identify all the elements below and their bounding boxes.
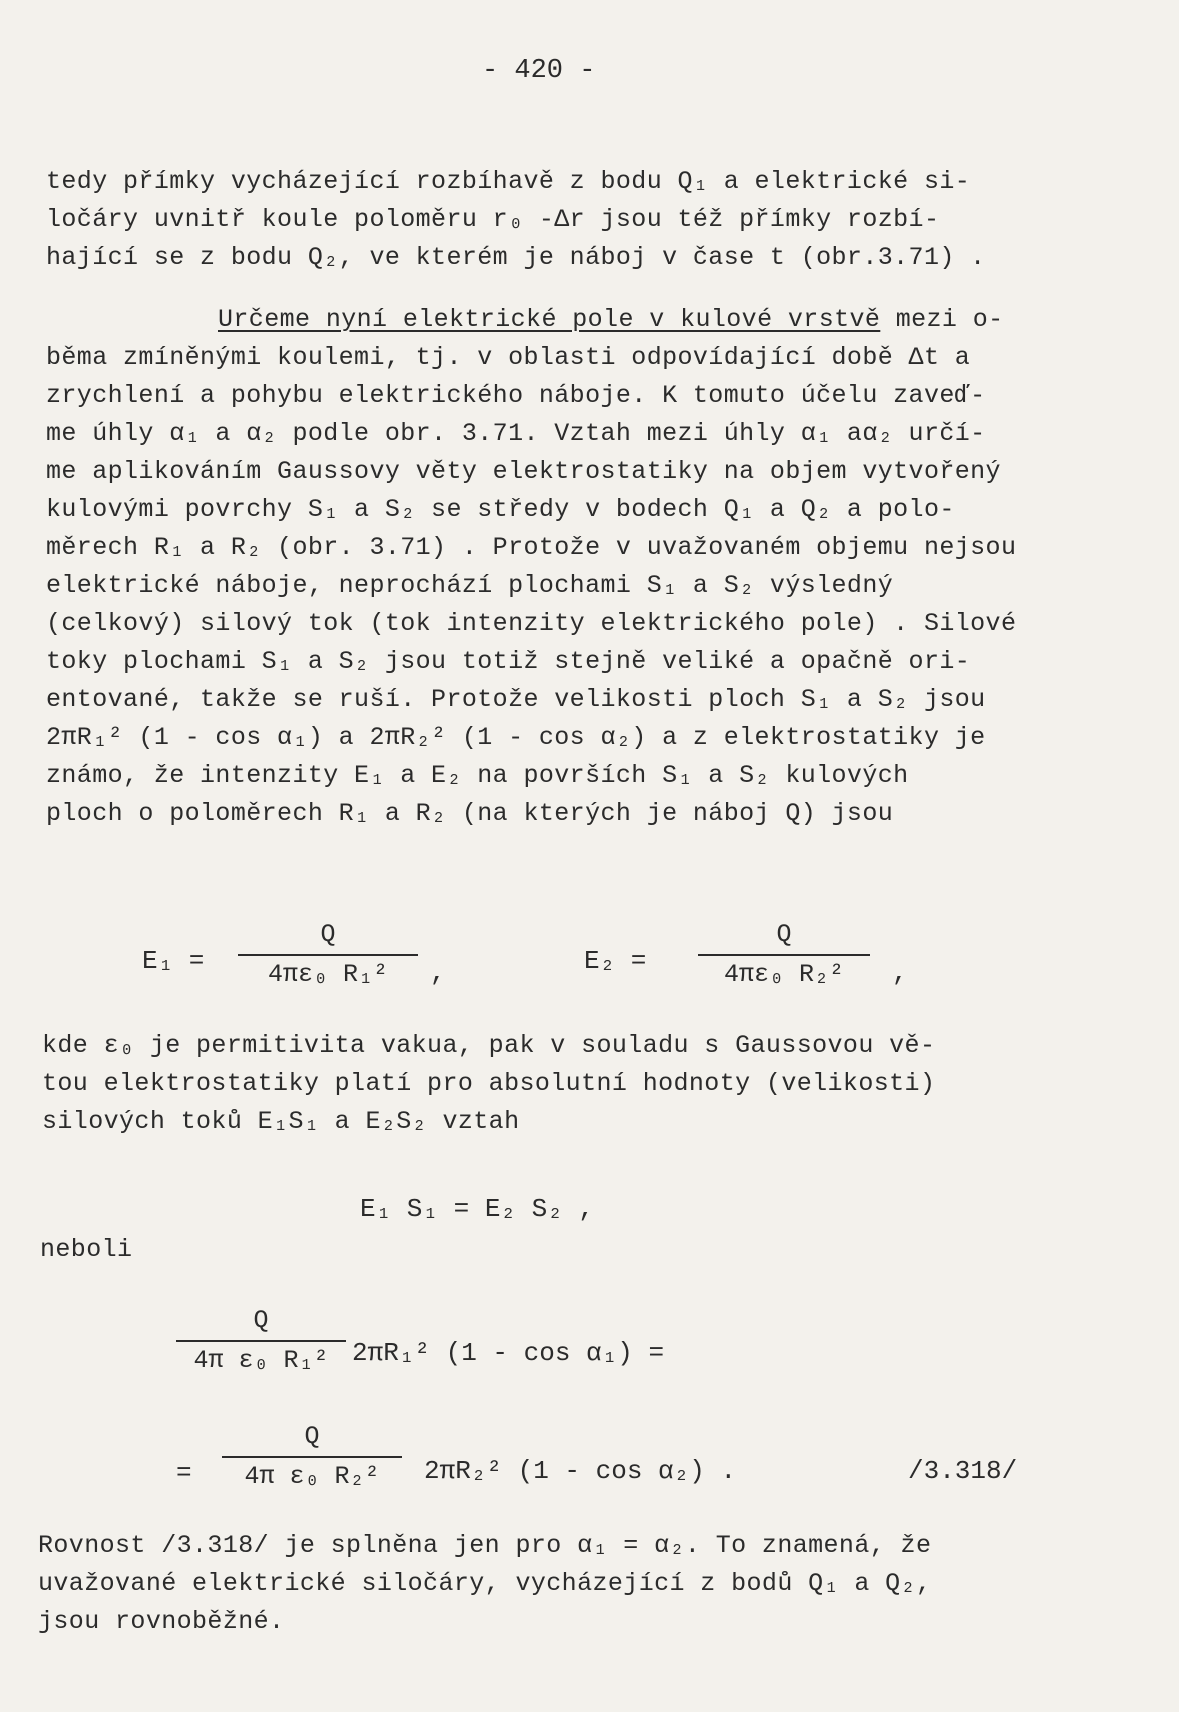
fraction-bar [698,954,870,956]
equation-label: /3.318/ [908,1456,1018,1486]
text-line: (celkový) silový tok (tok intenzity elektrického pole) . Silové [46,609,1017,638]
text-line: me aplikováním Gaussovy věty elektrostatiky na objem vytvořený [46,457,1001,486]
text-line: uvažované elektrické siločáry, vycházející z bodů Q₁ a Q₂, [38,1569,932,1598]
page-number: - 420 - [482,56,596,86]
text-line: 2πR₁² (1 - cos α₁) a 2πR₂² (1 - cos α₂) a z elektrostatiky je [46,723,986,752]
eq-rhs: 2πR₂² (1 - cos α₂) . [424,1456,737,1486]
fraction-denominator: 4π ε₀ R₁² [193,1346,329,1375]
eq-equals: = [176,1458,192,1488]
eq-lhs: E₁ = [142,946,205,976]
text-line: ločáry uvnitř koule poloměru r₀ -Δr jsou též přímky rozbí- [46,205,940,234]
eq-lhs: E₂ = [584,946,647,976]
section-heading-underlined [218,300,1004,340]
fraction-bar [222,1456,402,1458]
text-line: silových toků E₁S₁ a E₂S₂ vztah [42,1107,520,1136]
text-line: známo, že intenzity E₁ a E₂ na površích S₁ a S₂ kulových [46,761,909,790]
text-line: měrech R₁ a R₂ (obr. 3.71) . Protože v uvažovaném objemu nejsou [46,533,1017,562]
text-line: tedy přímky vycházející rozbíhavě z bodu Q₁ a elektrické si- [46,167,971,196]
text-line: kulovými povrchy S₁ a S₂ se středy v bodech Q₁ a Q₂ a polo- [46,495,955,524]
text-line: entované, takže se ruší. Protože velikosti ploch S₁ a S₂ jsou [46,685,986,714]
eq-comma: , [430,958,446,988]
fraction-denominator: 4πε₀ R₂² [723,960,845,989]
fraction-denominator: 4π ε₀ R₂² [244,1462,380,1491]
text-line-continuation: mezi o- [880,305,1004,334]
text-line: jsou rovnoběžné. [38,1607,285,1636]
text-line: toky plochami S₁ a S₂ jsou totiž stejně veliké a opačně ori- [46,647,971,676]
underlined-phrase: Určeme nyní elektrické pole v kulové vrstvě [218,305,881,334]
fraction-numerator: Q [320,920,336,949]
text-line: tou elektrostatiky platí pro absolutní hodnoty (velikosti) [42,1069,936,1098]
text-line: me úhly α₁ a α₂ podle obr. 3.71. Vztah mezi úhly α₁ aα₂ určí- [46,419,986,448]
text-line: elektrické náboje, neprochází plochami S₁ a S₂ výsledný [46,571,894,600]
text-line: ploch o poloměrech R₁ a R₂ (na kterých je náboj Q) jsou [46,799,894,828]
text-line: kde ε₀ je permitivita vakua, pak v souladu s Gaussovou vě- [42,1031,936,1060]
eq-rhs: 2πR₁² (1 - cos α₁) = [352,1338,665,1368]
equation-flux-equality: E₁ S₁ = E₂ S₂ , [360,1194,595,1224]
fraction [238,918,418,992]
text-line: Rovnost /3.318/ je splněna jen pro α₁ = α₂. To znamená, že [38,1531,932,1560]
fraction [176,1304,346,1378]
fraction [698,918,870,992]
text-line: hající se z bodu Q₂, ve kterém je náboj v čase t (obr.3.71) . [46,243,986,272]
fraction-denominator: 4πε₀ R₁² [267,960,389,989]
eq-comma: , [892,958,908,988]
text-line: neboli [40,1235,133,1264]
text-line: běma zmíněnými koulemi, tj. v oblasti odpovídající době Δt a [46,343,971,372]
fraction-numerator: Q [253,1306,269,1335]
fraction-bar [176,1340,346,1342]
fraction-numerator: Q [776,920,792,949]
text-line: zrychlení a pohybu elektrického náboje. K tomuto účelu zaveď- [46,381,986,410]
fraction-bar [238,954,418,956]
fraction [222,1420,402,1494]
fraction-numerator: Q [304,1422,320,1451]
